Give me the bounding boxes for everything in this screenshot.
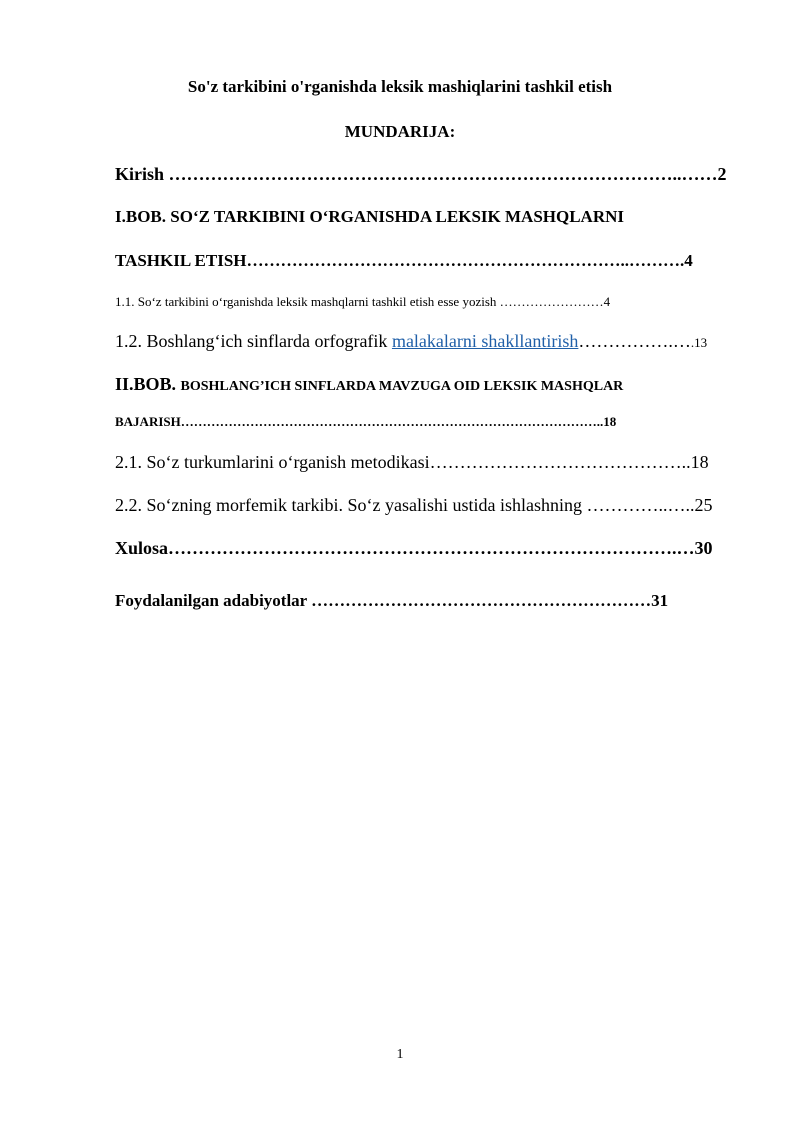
toc-entry-1-2-page: .13 — [690, 335, 708, 350]
toc-entry-bob2-line2: BAJARISH……………………………………………………………………………………..18 — [115, 414, 617, 429]
toc-entry-bob2-prefix: II.BOB. — [115, 374, 181, 394]
toc-entry-1-2-link[interactable]: malakalarni shakllantirish — [391, 331, 579, 351]
toc-entry-bob1-line2: TASHKIL ETISH…………………………………………………………..……….4 — [115, 251, 693, 270]
toc-entry-kirish: Kirish …………………………………………………………………………..……2 — [115, 164, 727, 184]
toc-heading: MUNDARIJA: — [344, 122, 456, 141]
toc-entry-2-2: 2.2. So‘zning morfemik tarkibi. So‘z yasalishi ustida ishlashning …………..…..25 — [115, 495, 713, 515]
toc-entry-bob2-title: BOSHLANG’ICH SINFLARDA MAVZUGA OID LEKSIK MASHQLAR — [180, 379, 624, 394]
toc-entry-1-2-dots: …………….… — [578, 331, 691, 351]
toc-entry-1-2 — [115, 332, 707, 350]
toc-entry-bob1-line1: I.BOB. SO‘Z TARKIBINI O‘RGANISHDA LEKSIK MASHQLARNI — [115, 207, 625, 226]
page-number: 1 — [396, 1047, 404, 1062]
toc-entry-bob2-line1 — [115, 375, 623, 394]
toc-entry-1-1: 1.1. So‘z tarkibini o‘rganishda leksik mashqlarni tashkil etish esse yozish ……………………4 — [115, 294, 611, 309]
toc-entry-1-2-text: 1.2. Boshlang‘ich sinflarda orfografik — [115, 331, 392, 351]
toc-entry-2-1: 2.1. So‘z turkumlarini o‘rganish metodikasi……………………………………..18 — [115, 452, 709, 472]
toc-entry-xulosa: Xulosa………………………………………………………………………….…30 — [115, 538, 713, 558]
document-title: So'z tarkibini o'rganishda leksik mashiqlarini tashkil etish — [187, 77, 613, 96]
toc-entry-adabiyotlar: Foydalanilgan adabiyotlar ……………………………………………………31 — [115, 591, 669, 610]
